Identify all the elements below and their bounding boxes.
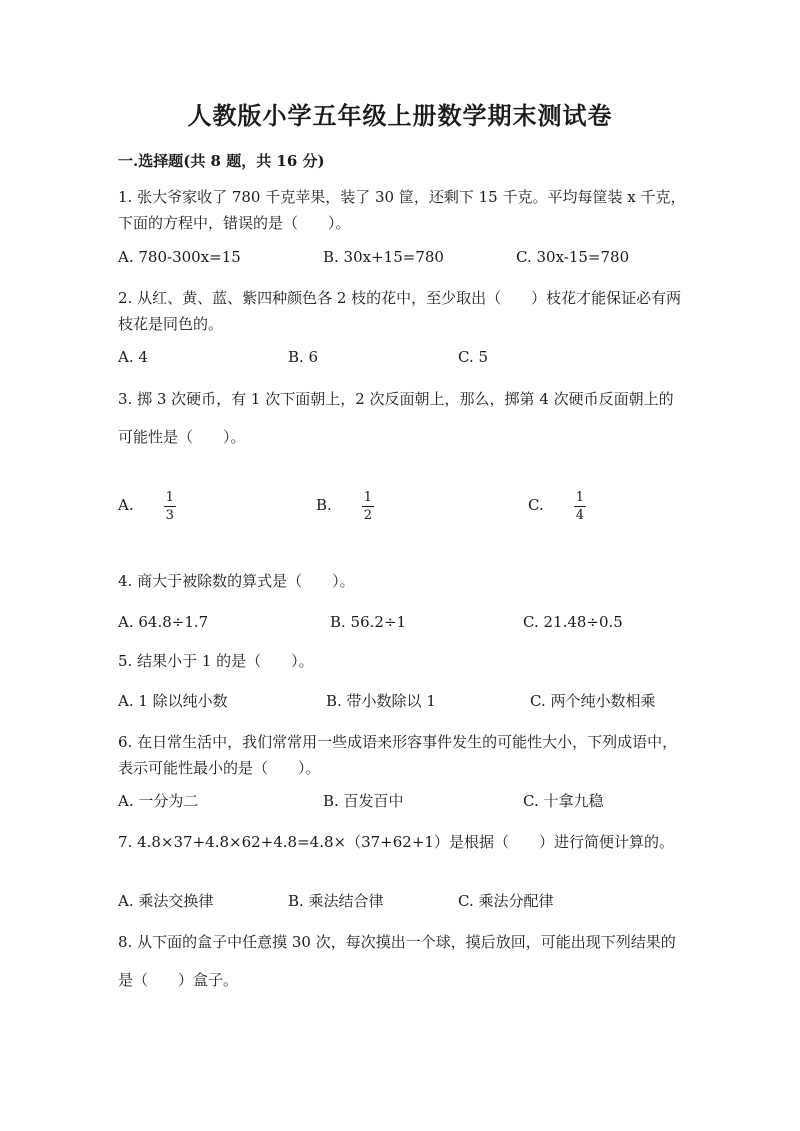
question-6-options — [118, 788, 688, 814]
option-label: B. — [316, 496, 332, 514]
fraction-denominator: 4 — [575, 507, 584, 523]
option-c[interactable]: C. 30x-15=780 — [516, 248, 630, 266]
option-b[interactable]: B. 30x+15=780 — [323, 248, 444, 266]
option-a[interactable]: A. 4 — [118, 348, 148, 366]
question-7: 7. 4.8×37+4.8×62+4.8=4.8×（37+62+1）是根据（ ）进行简便计算的。 — [118, 833, 674, 851]
question-1-options — [118, 244, 688, 270]
fraction-denominator: 2 — [363, 507, 373, 523]
option-b[interactable]: B. 6 — [288, 348, 319, 366]
question-1: 1. 张大爷家收了 780 千克苹果，装了 30 筐，还剩下 15 千克。平均每筐装 x 千克，下面的方程中，错误的是（ ）。 — [118, 188, 686, 232]
fraction-numerator: 1 — [165, 489, 174, 505]
option-label: C. — [528, 496, 544, 514]
fraction-bar — [164, 506, 176, 507]
fraction-denominator: 3 — [165, 507, 174, 523]
fraction-bar — [574, 506, 586, 507]
option-c[interactable]: C. 十拿九稳 — [523, 792, 604, 810]
option-label: A. — [118, 496, 134, 514]
option-b[interactable]: B. 百发百中 — [323, 792, 404, 810]
option-c[interactable]: C. 两个纯小数相乘 — [530, 692, 656, 710]
question-2-options — [118, 344, 688, 370]
question-5: 5. 结果小于 1 的是（ ）。 — [118, 652, 314, 670]
question-2: 2. 从红、黄、蓝、紫四种颜色各 2 枝的花中，至少取出（ ）枝花才能保证必有两枝花是同色的。 — [118, 289, 682, 333]
section-heading: 一.选择题(共 8 题，共 16 分) — [118, 152, 325, 170]
option-a[interactable]: A. 64.8÷1.7 — [118, 613, 209, 631]
option-a[interactable]: A. 1 除以纯小数 — [118, 692, 228, 710]
fraction — [164, 490, 176, 523]
question-5-options — [118, 688, 688, 714]
question-6: 6. 在日常生活中，我们常常用一些成语来形容事件发生的可能性大小，下列成语中，表示可能性最小的是（ ）。 — [118, 733, 678, 777]
question-4: 4. 商大于被除数的算式是（ ）。 — [118, 572, 355, 590]
fraction — [574, 490, 586, 523]
option-a[interactable] — [118, 480, 176, 530]
question-7-options — [118, 888, 688, 914]
option-c[interactable]: C. 乘法分配律 — [458, 892, 554, 910]
fraction-bar — [362, 506, 374, 507]
question-8: 8. 从下面的盒子中任意摸 30 次，每次摸出一个球，摸后放回，可能出现下列结果的是（ ）盒子。 — [118, 933, 676, 989]
fraction-numerator: 1 — [363, 489, 373, 505]
option-b[interactable]: B. 乘法结合律 — [288, 892, 384, 910]
fraction — [362, 490, 374, 523]
option-c[interactable]: C. 5 — [458, 348, 489, 366]
question-4-options — [118, 609, 688, 635]
option-b[interactable]: B. 带小数除以 1 — [326, 692, 436, 710]
option-a[interactable]: A. 780-300x=15 — [118, 248, 241, 266]
option-a[interactable]: A. 一分为二 — [118, 792, 199, 810]
option-c[interactable]: C. 21.48÷0.5 — [523, 613, 623, 631]
question-3: 3. 掷 3 次硬币，有 1 次下面朝上，2 次反面朝上，那么，掷第 4 次硬币反面朝上的可能性是（ ）。 — [118, 390, 674, 446]
option-c[interactable] — [528, 480, 586, 530]
option-b[interactable]: B. 56.2÷1 — [330, 613, 407, 631]
question-3-options — [118, 480, 688, 530]
page-title: 人教版小学五年级上册数学期末测试卷 — [187, 101, 613, 130]
option-a[interactable]: A. 乘法交换律 — [118, 892, 214, 910]
fraction-numerator: 1 — [575, 489, 584, 505]
option-b[interactable] — [316, 480, 374, 530]
